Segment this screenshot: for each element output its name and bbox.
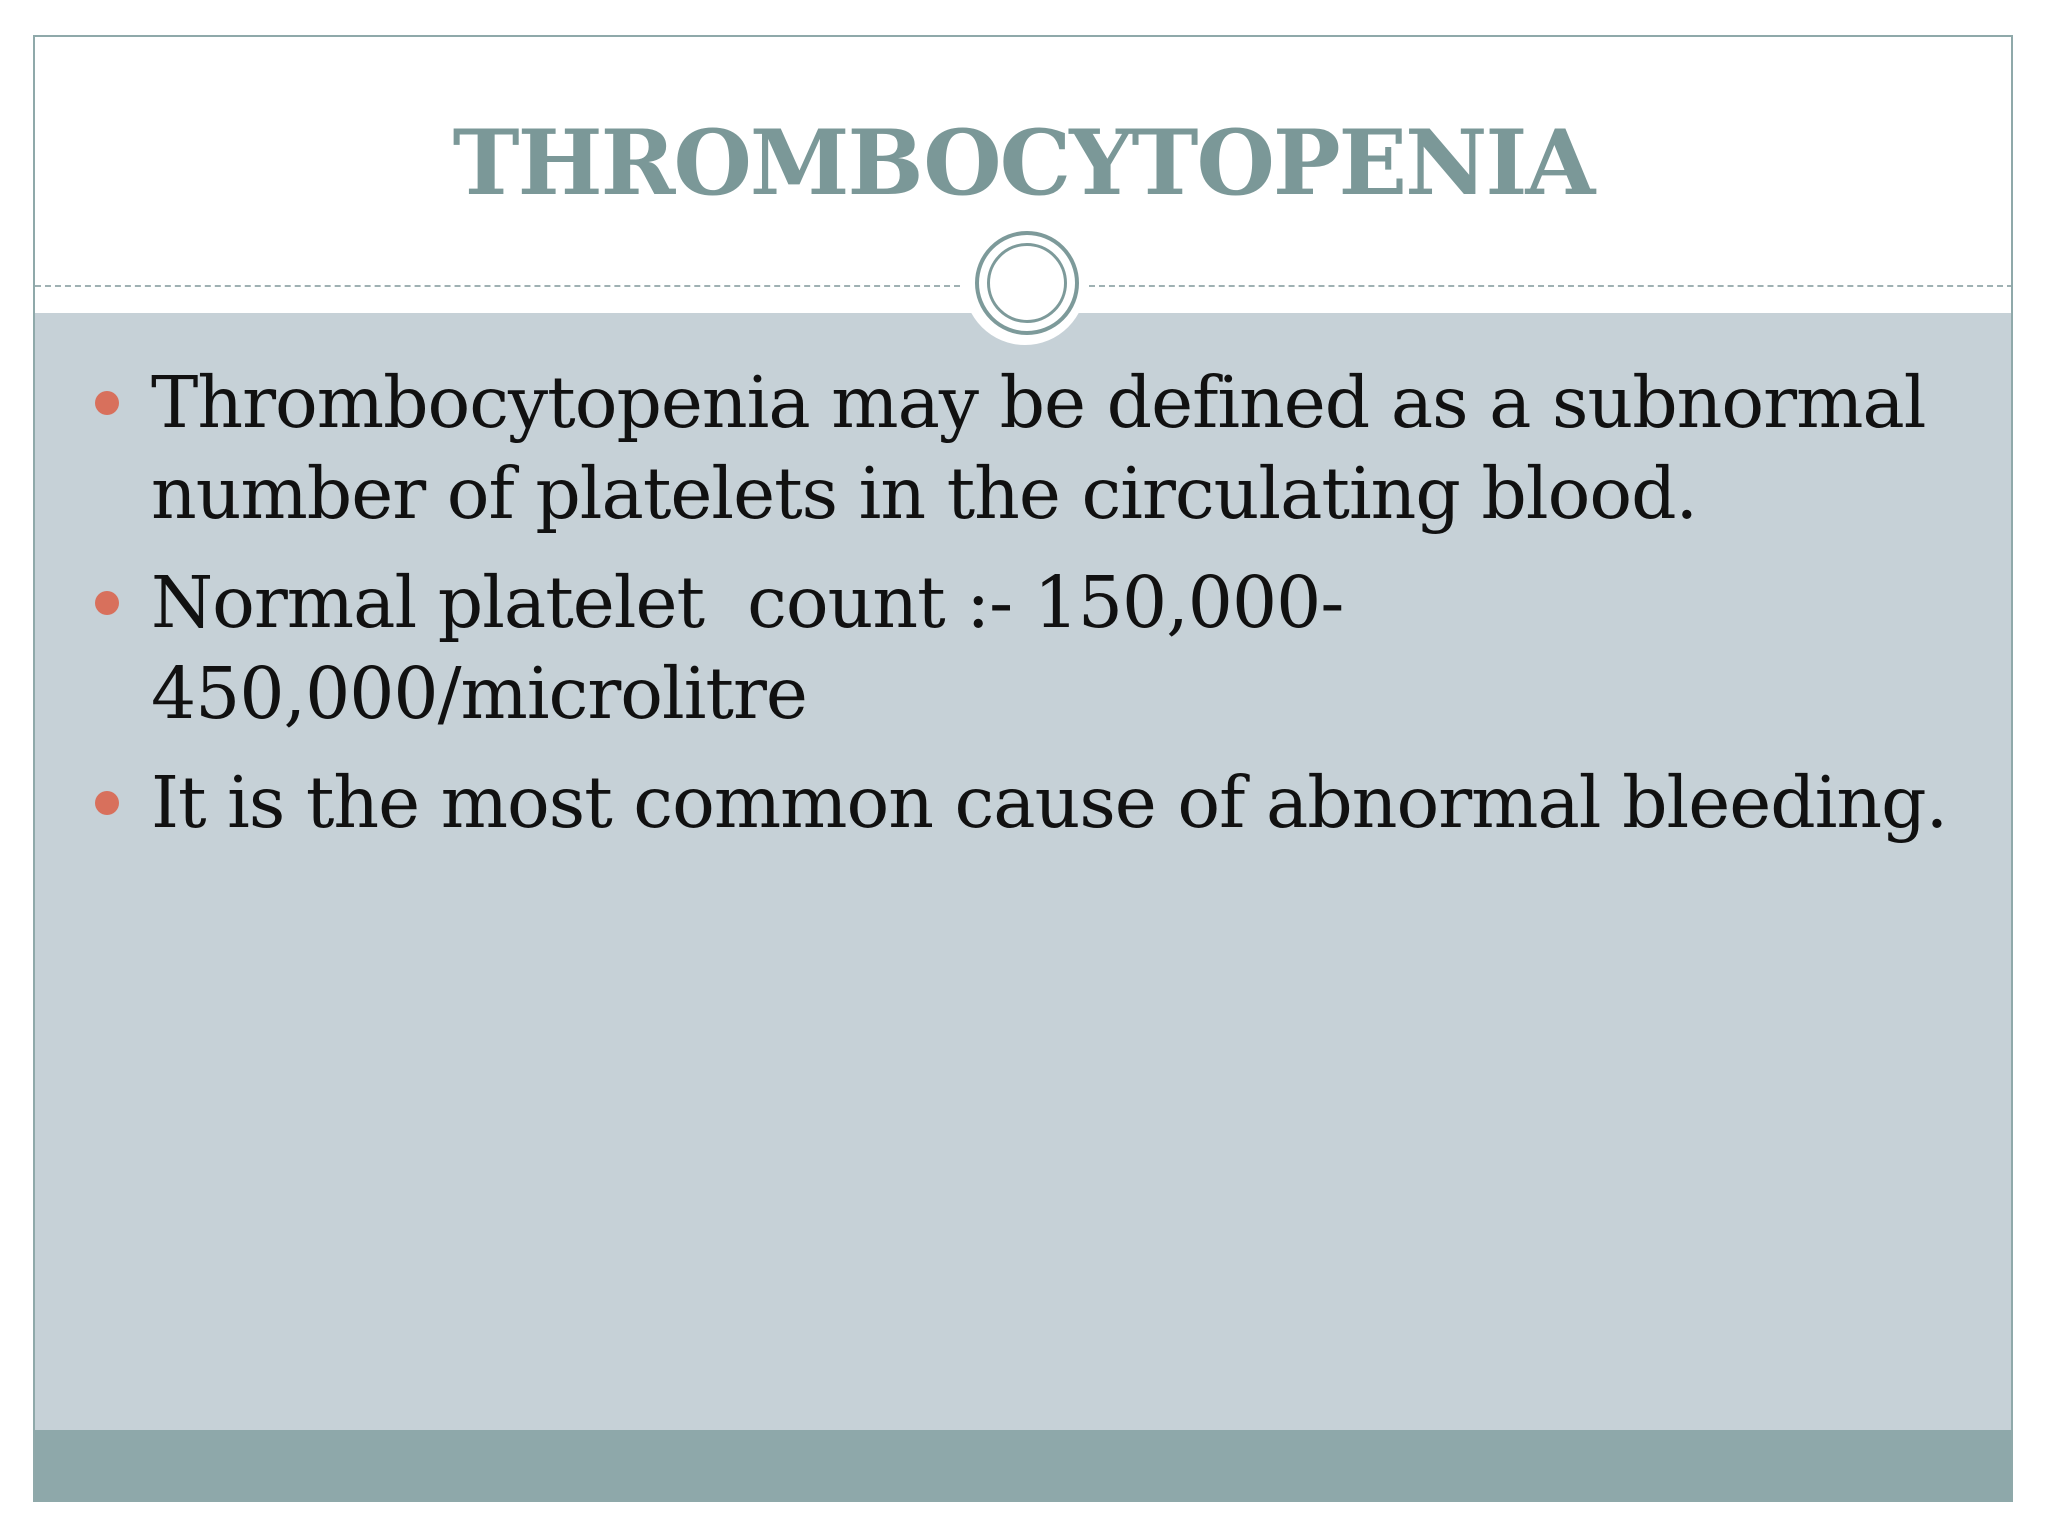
slide <box>33 35 2013 1502</box>
bullet-item <box>35 357 2011 539</box>
bullet-list <box>35 357 2011 866</box>
bullet-text: Thrombocytopenia may be defined as a subnormal number of platelets in the circulating blood. <box>151 361 1948 535</box>
bullet-text: It is the most common cause of abnormal bleeding. <box>151 761 1948 844</box>
ornament-inner-ring <box>987 243 1067 323</box>
double-circle-ornament-icon <box>975 231 1079 335</box>
footer-band <box>35 1430 2011 1500</box>
title-divider-right <box>1089 285 2013 287</box>
bullet-text: Normal platelet count :- 150,000- 450,000/microlitre <box>151 561 1344 735</box>
slide-title: THROMBOCYTOPENIA <box>452 110 1594 216</box>
bullet-dot-icon <box>95 391 119 415</box>
title-divider-left <box>35 285 960 287</box>
bullet-dot-icon <box>95 591 119 615</box>
bullet-dot-icon <box>95 791 119 815</box>
bullet-item <box>35 757 2011 848</box>
bullet-item <box>35 557 2011 739</box>
